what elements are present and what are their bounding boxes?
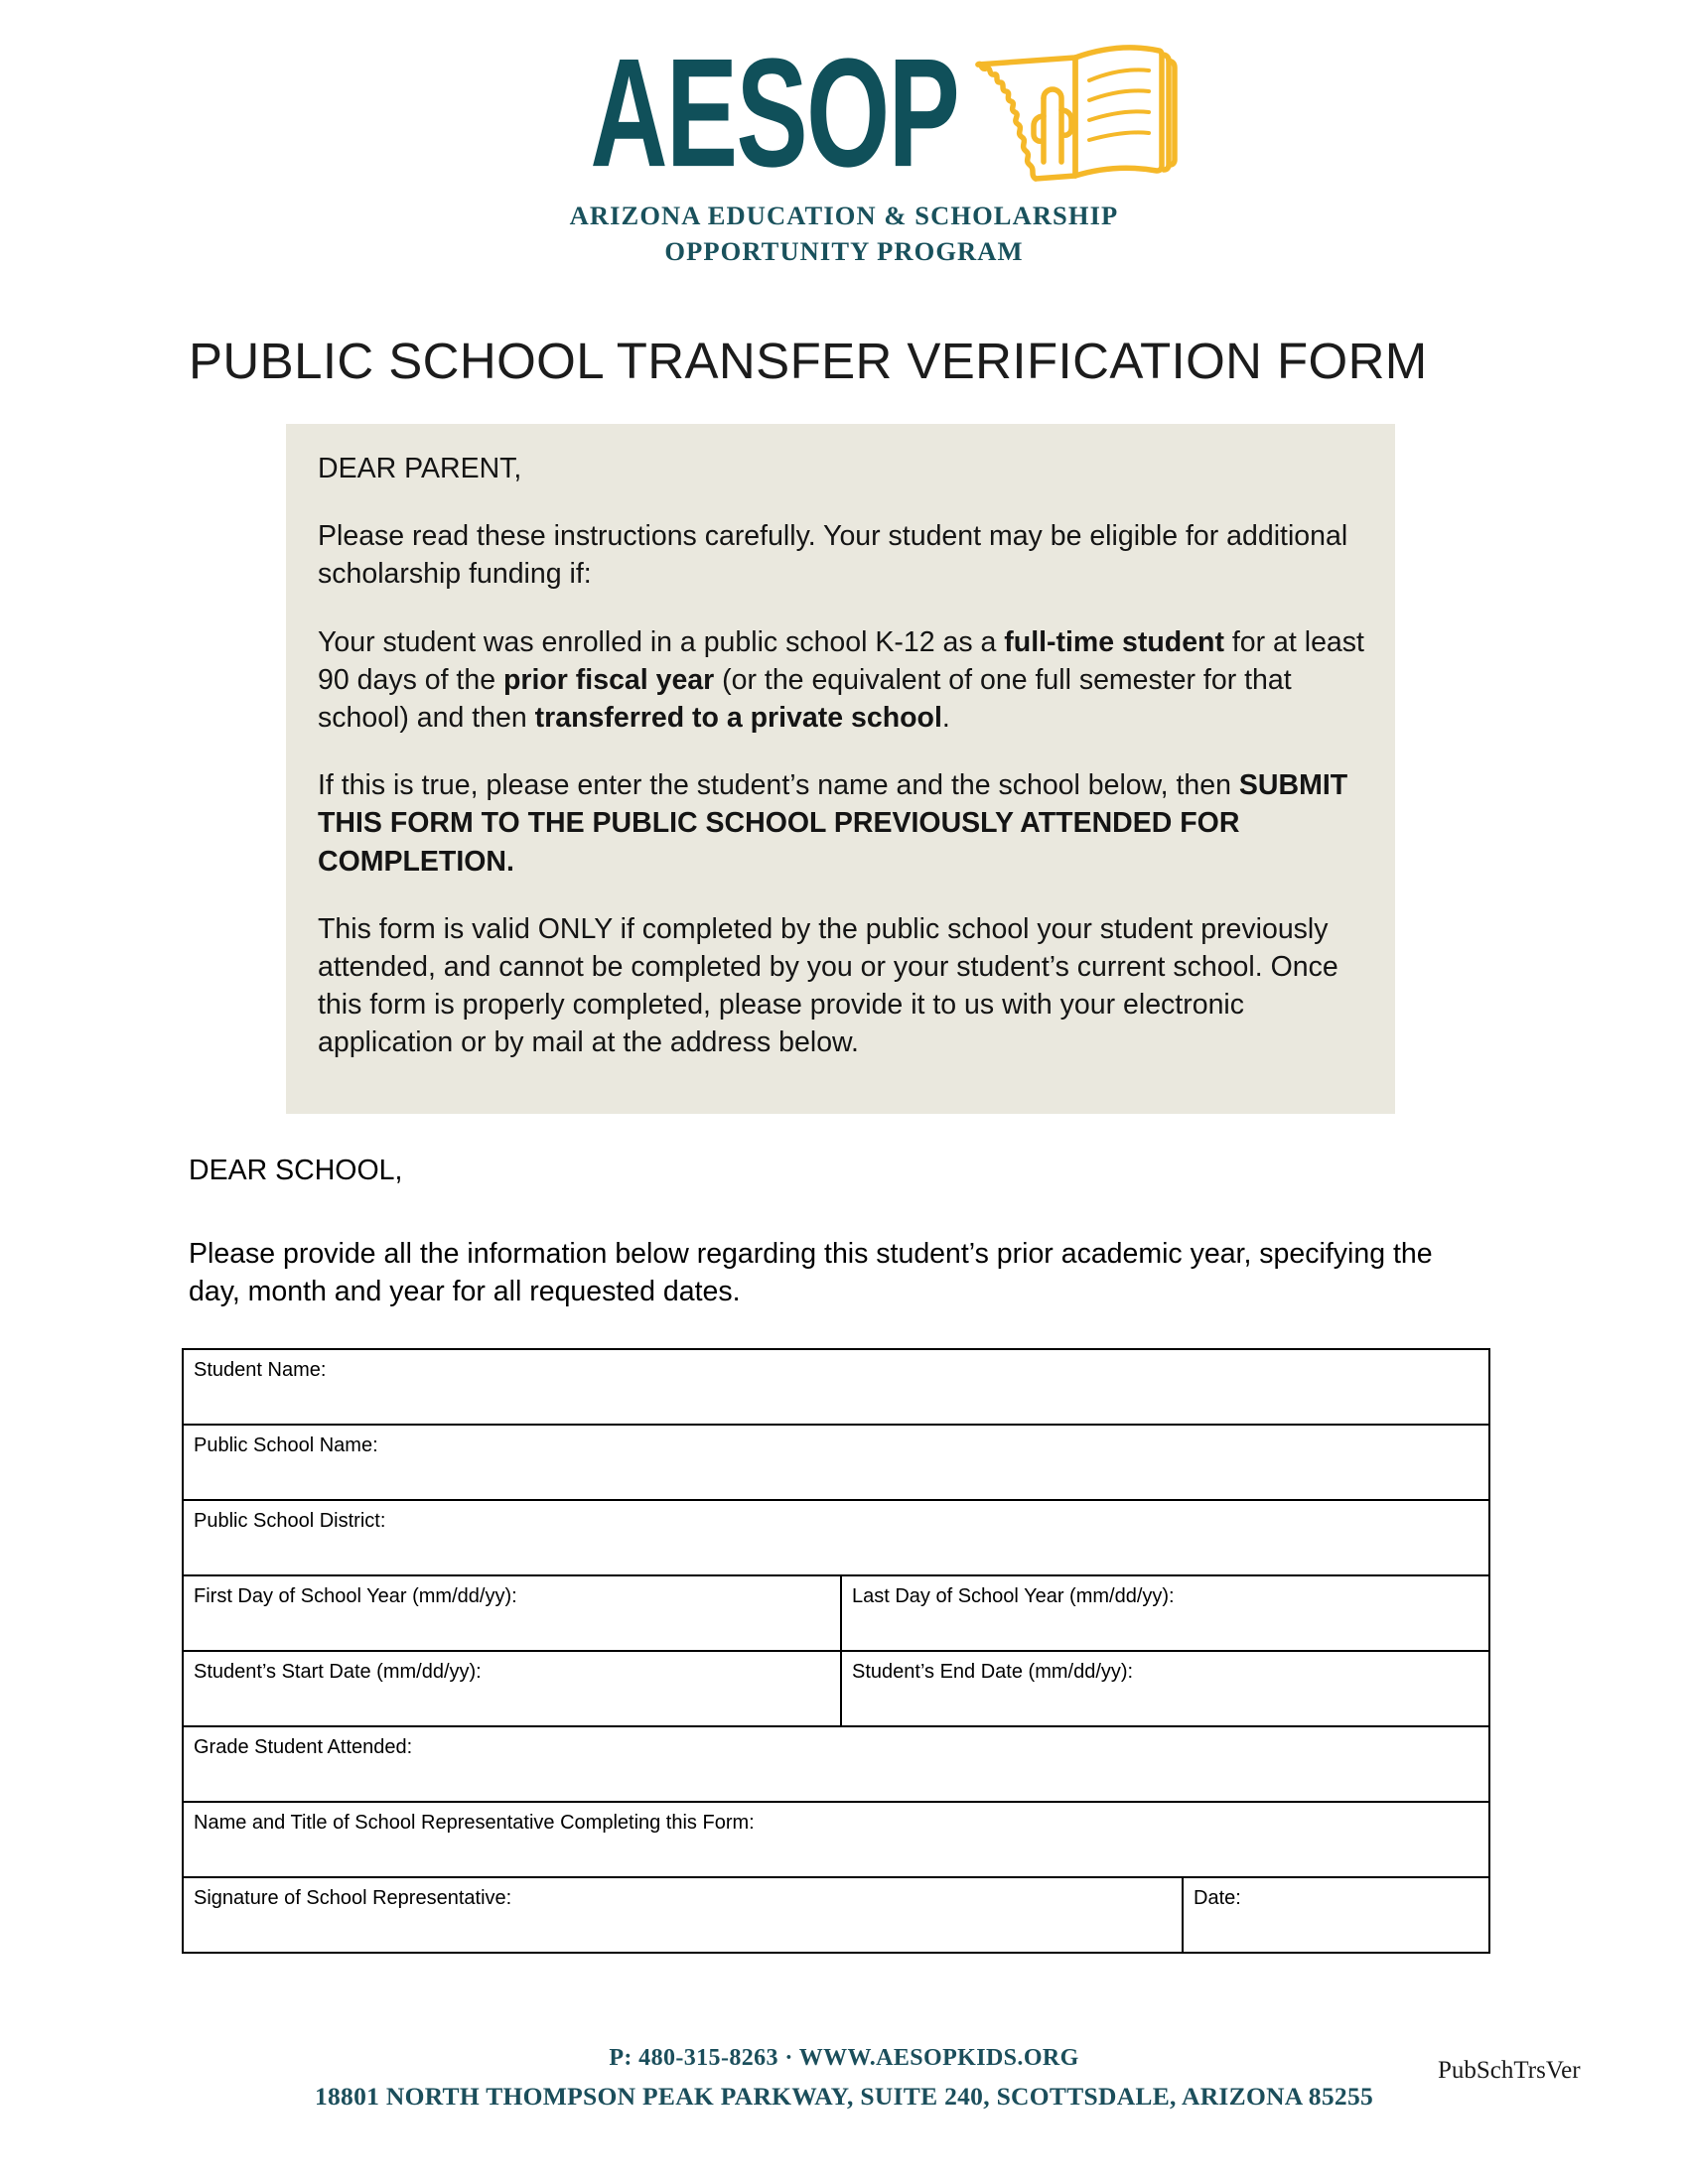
aesop-wordmark: AESOP: [590, 26, 959, 200]
field-public-school-district[interactable]: [183, 1500, 1489, 1575]
field-label-public-school-name: Public School Name:: [194, 1434, 378, 1456]
footer-address-line: 18801 NORTH THOMPSON PEAK PARKWAY, SUITE 240, SCOTTSDALE, ARIZONA 85255: [314, 2082, 1374, 2112]
para3-bold-1: SUBMIT THIS FORM TO THE PUBLIC SCHOOL PREVIOUSLY ATTENDED FOR COMPLETION.: [318, 769, 1348, 878]
field-label-signature: Signature of School Representative:: [194, 1887, 512, 1909]
field-label-start-date: Student’s Start Date (mm/dd/yy):: [194, 1661, 482, 1683]
page-title: PUBLIC SCHOOL TRANSFER VERIFICATION FORM: [189, 333, 1428, 390]
para2-text-3: (or the equivalent of one full semester for that school) and then: [318, 663, 1292, 734]
organization-logo-block: [0, 26, 1688, 269]
table-row-student-dates: [183, 1651, 1489, 1726]
table-row-public-school-name: [183, 1425, 1489, 1500]
table-row-representative-name: [183, 1802, 1489, 1877]
field-signature-of-representative[interactable]: [183, 1877, 1183, 1953]
parent-instructions-box: [286, 424, 1395, 1114]
field-label-grade-attended: Grade Student Attended:: [194, 1736, 413, 1758]
field-label-public-school-district: Public School District:: [194, 1510, 386, 1532]
logo-row: [0, 26, 1688, 200]
field-label-date: Date:: [1194, 1887, 1241, 1909]
table-row-grade-attended: [183, 1726, 1489, 1802]
school-request-text: Please provide all the information below regarding this student’s prior academic year, specifying the day, month and year for all requested dates.: [189, 1238, 1433, 1308]
field-last-day-of-school-year[interactable]: [841, 1575, 1489, 1651]
field-student-start-date[interactable]: [183, 1651, 841, 1726]
instructions-paragraph-3: [318, 766, 1365, 881]
table-row-public-school-district: [183, 1500, 1489, 1575]
logo-subtitle: [0, 199, 1688, 269]
parent-salutation: DEAR PARENT,: [318, 453, 522, 484]
field-label-student-name: Student Name:: [194, 1359, 327, 1381]
instructions-paragraph-1: Please read these instructions carefully. Your student may be eligible for additional scholarship funding if:: [318, 520, 1348, 591]
para2-text-4: .: [941, 701, 950, 734]
open-book-with-arizona-cactus-icon: [968, 39, 1179, 188]
field-signature-date[interactable]: [1183, 1877, 1489, 1953]
field-student-end-date[interactable]: [841, 1651, 1489, 1726]
field-grade-student-attended[interactable]: [183, 1726, 1489, 1802]
verification-form-table: [182, 1348, 1490, 1954]
table-row-school-year-dates: [183, 1575, 1489, 1651]
field-public-school-name[interactable]: [183, 1425, 1489, 1500]
table-row-signature: [183, 1877, 1489, 1953]
footer-contact-line: P: 480-315-8263 · WWW.AESOPKIDS.ORG: [609, 2045, 1079, 2071]
para2-bold-3: transferred to a private school: [534, 701, 942, 734]
field-representative-name-title[interactable]: [183, 1802, 1489, 1877]
school-instructions-block: [189, 1152, 1440, 1311]
table-row-student-name: [183, 1349, 1489, 1425]
field-label-rep-name-title: Name and Title of School Representative Completing this Form:: [194, 1812, 755, 1834]
field-label-last-day: Last Day of School Year (mm/dd/yy):: [852, 1585, 1175, 1607]
instructions-paragraph-4: This form is valid ONLY if completed by the public school your student previously attended, and cannot be completed by you or your student’s current school. Once this form is properly completed, please provide it to us with your electronic application or by mail at the address below.: [318, 912, 1338, 1059]
field-label-end-date: Student’s End Date (mm/dd/yy):: [852, 1661, 1134, 1683]
school-salutation: DEAR SCHOOL,: [189, 1155, 403, 1186]
para2-bold-2: prior fiscal year: [502, 663, 715, 696]
para2-bold-1: full-time student: [1004, 625, 1224, 658]
document-code: PubSchTrsVer: [1438, 2057, 1581, 2084]
instructions-paragraph-2: [318, 623, 1365, 738]
para2-text-1: Your student was enrolled in a public school K-12 as a: [318, 625, 1005, 658]
logo-subtitle-line2: OPPORTUNITY PROGRAM: [664, 235, 1024, 266]
field-label-first-day: First Day of School Year (mm/dd/yy):: [194, 1585, 517, 1607]
field-first-day-of-school-year[interactable]: [183, 1575, 841, 1651]
page-footer: [0, 2040, 1688, 2116]
logo-subtitle-line1: ARIZONA EDUCATION & SCHOLARSHIP: [569, 201, 1119, 230]
para2-text-2: for at least 90 days of the: [318, 625, 1364, 696]
para3-text-1: If this is true, please enter the student’s name and the school below, then: [318, 769, 1239, 802]
field-student-name[interactable]: [183, 1349, 1489, 1425]
